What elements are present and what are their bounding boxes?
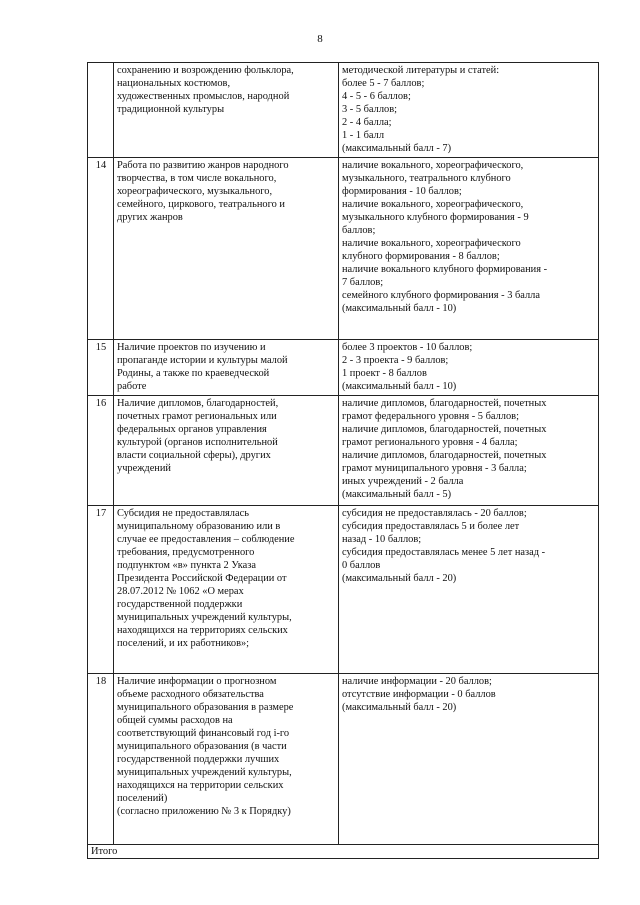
scoring-line: наличие информации - 20 баллов; <box>342 676 492 687</box>
criterion-line: художественных промыслов, народной <box>117 91 290 102</box>
criterion-line: почетных грамот региональных или <box>117 411 277 422</box>
scoring-line: наличие дипломов, благодарностей, почетных <box>342 398 547 409</box>
criterion-line: учреждений <box>117 463 171 474</box>
criterion-line: муниципальных учреждений культуры, <box>117 767 292 778</box>
scoring-line: отсутствие информации - 0 баллов <box>342 689 496 700</box>
scoring-line: грамот муниципального уровня - 3 балла; <box>342 463 527 474</box>
criterion-line: хореографического, музыкального, <box>117 186 273 197</box>
criteria-table <box>87 62 599 859</box>
scoring-line: наличие дипломов, благодарностей, почетных <box>342 450 547 461</box>
scoring-line: (максимальный балл - 10) <box>342 381 457 392</box>
scoring-line: субсидия предоставлялась менее 5 лет назад - <box>342 547 546 558</box>
criterion-line: подпунктом «в» пункта 2 Указа <box>117 560 256 571</box>
table-row <box>88 396 599 506</box>
scoring-line: наличие вокального, хореографического, <box>342 199 524 210</box>
row-number: 17 <box>88 506 114 674</box>
criterion-line: муниципальному образованию или в <box>117 521 281 532</box>
table-row <box>88 340 599 396</box>
scoring-cell <box>339 158 599 340</box>
scoring-line: грамот федерального уровня - 5 баллов; <box>342 411 519 422</box>
criterion-line: соответствующий финансовый год i-го <box>117 728 290 739</box>
table-row <box>88 63 599 158</box>
row-number: 15 <box>88 340 114 396</box>
criterion-line: 28.07.2012 № 1062 «О мерах <box>117 586 244 597</box>
criterion-cell <box>114 674 339 845</box>
scoring-line: иных учреждений - 2 балла <box>342 476 464 487</box>
criterion-line: находящихся на территориях сельских <box>117 625 288 636</box>
scoring-line: 1 проект - 8 баллов <box>342 368 427 379</box>
criterion-line: Субсидия не предоставлялась <box>117 508 249 519</box>
criterion-line: муниципального образования (в части <box>117 741 287 752</box>
criterion-line: (согласно приложению № 3 к Порядку) <box>117 806 291 817</box>
scoring-line: клубного формирования - 8 баллов; <box>342 251 500 262</box>
row-number: 14 <box>88 158 114 340</box>
criterion-line: поселений, и их работников»; <box>117 638 250 649</box>
scoring-line: (максимальный балл - 10) <box>342 303 457 314</box>
criterion-line: творчества, в том числе вокального, <box>117 173 277 184</box>
scoring-cell <box>339 63 599 158</box>
scoring-line: музыкального, театрального клубного <box>342 173 511 184</box>
criterion-cell <box>114 158 339 340</box>
criterion-line: Наличие дипломов, благодарностей, <box>117 398 279 409</box>
criterion-line: Наличие информации о прогнозном <box>117 676 277 687</box>
scoring-line: грамот регионального уровня - 4 балла; <box>342 437 518 448</box>
criterion-line: общей суммы расходов на <box>117 715 233 726</box>
scoring-line: 0 баллов <box>342 560 381 571</box>
table-row <box>88 158 599 340</box>
scoring-line: 4 - 5 - 6 баллов; <box>342 91 411 102</box>
scoring-line: более 3 проектов - 10 баллов; <box>342 342 473 353</box>
scoring-cell <box>339 396 599 506</box>
criterion-line: традиционной культуры <box>117 104 225 115</box>
criterion-line: муниципальных учреждений культуры, <box>117 612 292 623</box>
criterion-line: Работа по развитию жанров народного <box>117 160 289 171</box>
criterion-line: муниципального образования в размере <box>117 702 294 713</box>
criterion-line: находящихся на территории сельских <box>117 780 284 791</box>
scoring-line: семейного клубного формирования - 3 балла <box>342 290 540 301</box>
criterion-cell <box>114 396 339 506</box>
criterion-line: Президента Российской Федерации от <box>117 573 287 584</box>
page-number: 8 <box>317 33 323 45</box>
criterion-line: пропаганде истории и культуры малой <box>117 355 288 366</box>
scoring-line: (максимальный балл - 5) <box>342 489 452 500</box>
criterion-line: Родины, а также по краеведческой <box>117 368 270 379</box>
table-row <box>88 506 599 674</box>
criterion-line: Наличие проектов по изучению и <box>117 342 266 353</box>
criterion-line: власти социальной сферы), других <box>117 450 271 461</box>
criterion-line: государственной поддержки <box>117 599 243 610</box>
row-number: 16 <box>88 396 114 506</box>
scoring-line: баллов; <box>342 225 376 236</box>
scoring-line: (максимальный балл - 20) <box>342 702 457 713</box>
scoring-cell <box>339 340 599 396</box>
criterion-line: работе <box>117 381 147 392</box>
criterion-line: сохранению и возрождению фольклора, <box>117 65 294 76</box>
scoring-line: назад - 10 баллов; <box>342 534 422 545</box>
criterion-cell <box>114 340 339 396</box>
scoring-line: методической литературы и статей: <box>342 65 500 76</box>
scoring-line: 2 - 3 проекта - 9 баллов; <box>342 355 449 366</box>
row-number: 18 <box>88 674 114 845</box>
criterion-line: других жанров <box>117 212 183 223</box>
criteria-table-body <box>88 63 599 845</box>
table-row <box>88 674 599 845</box>
scoring-line: 7 баллов; <box>342 277 384 288</box>
scoring-line: (максимальный балл - 7) <box>342 143 452 154</box>
criterion-line: требования, предусмотренного <box>117 547 255 558</box>
scoring-line: 3 - 5 баллов; <box>342 104 397 115</box>
scoring-cell <box>339 674 599 845</box>
scoring-line: формирования - 10 баллов; <box>342 186 462 197</box>
criterion-cell <box>114 63 339 158</box>
total-label: Итого <box>88 845 599 859</box>
scoring-line: более 5 - 7 баллов; <box>342 78 425 89</box>
total-row <box>88 845 599 859</box>
criterion-line: семейного, циркового, театрального и <box>117 199 285 210</box>
scoring-cell <box>339 506 599 674</box>
criterion-line: случае ее предоставления – соблюдение <box>117 534 295 545</box>
scoring-line: субсидия предоставлялась 5 и более лет <box>342 521 520 532</box>
scoring-line: наличие вокального, хореографического, <box>342 160 524 171</box>
scoring-line: наличие вокального, хореографического <box>342 238 521 249</box>
scoring-line: 2 - 4 балла; <box>342 117 392 128</box>
scoring-line: 1 - 1 балл <box>342 130 385 141</box>
criterion-cell <box>114 506 339 674</box>
criterion-line: объеме расходного обязательства <box>117 689 264 700</box>
criterion-line: культурой (органов исполнительной <box>117 437 278 448</box>
criterion-line: национальных костюмов, <box>117 78 231 89</box>
criterion-line: федеральных органов управления <box>117 424 267 435</box>
scoring-line: (максимальный балл - 20) <box>342 573 457 584</box>
criterion-line: поселений) <box>117 793 168 804</box>
scoring-line: наличие вокального клубного формирования - <box>342 264 548 275</box>
scoring-line: наличие дипломов, благодарностей, почетных <box>342 424 547 435</box>
scoring-line: субсидия не предоставлялась - 20 баллов; <box>342 508 527 519</box>
row-number <box>88 63 114 158</box>
scoring-line: музыкального клубного формирования - 9 <box>342 212 529 223</box>
criterion-line: государственной поддержки лучших <box>117 754 280 765</box>
